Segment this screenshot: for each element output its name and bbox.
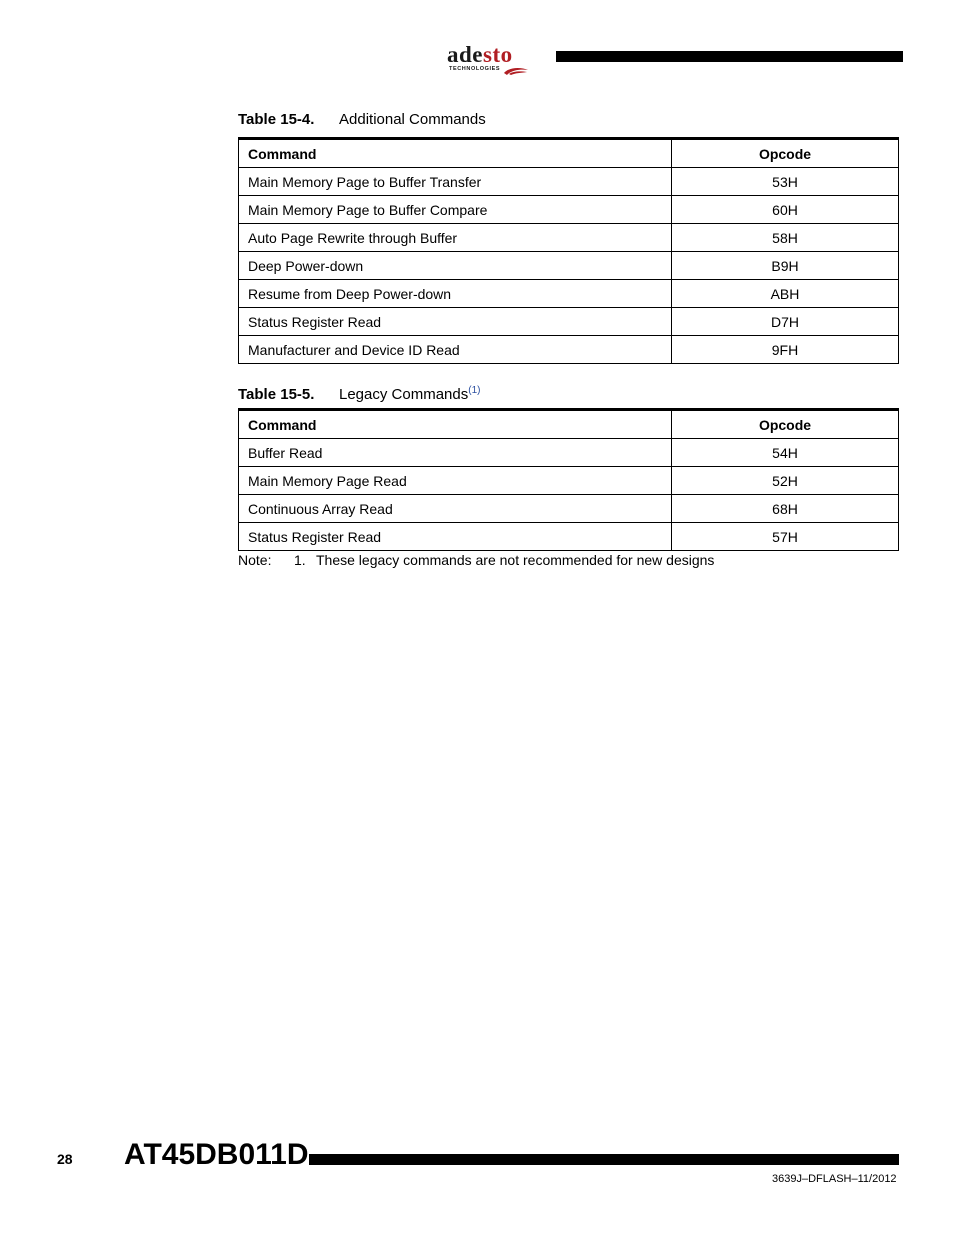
note-text: These legacy commands are not recommended for new designs — [316, 552, 715, 568]
table-header-row — [239, 139, 899, 168]
table-row — [239, 168, 899, 196]
command-cell: Status Register Read — [239, 308, 672, 336]
command-cell: Deep Power-down — [239, 252, 672, 280]
table1-title: Additional Commands — [339, 111, 486, 128]
opcode-cell: D7H — [672, 308, 899, 336]
table-row — [239, 224, 899, 252]
column-header-command: Command — [239, 139, 672, 168]
table-note — [238, 552, 714, 568]
document-title: AT45DB011D — [124, 1138, 309, 1171]
command-cell: Status Register Read — [239, 523, 672, 551]
table-row — [239, 439, 899, 467]
footer-rule — [309, 1154, 899, 1165]
logo-text-ade: ade — [447, 42, 483, 67]
command-cell: Buffer Read — [239, 439, 672, 467]
table2-number: Table 15-5. — [238, 386, 315, 403]
table-row — [239, 252, 899, 280]
table-row — [239, 280, 899, 308]
table2-caption — [238, 382, 480, 404]
table-header-row — [239, 410, 899, 439]
table-row — [239, 523, 899, 551]
opcode-cell: 52H — [672, 467, 899, 495]
command-cell: Continuous Array Read — [239, 495, 672, 523]
document-code: 3639J–DFLASH–11/2012 — [772, 1173, 897, 1185]
note-label: Note: — [238, 552, 272, 568]
opcode-cell: 68H — [672, 495, 899, 523]
opcode-cell: 54H — [672, 439, 899, 467]
header-rule — [556, 51, 903, 62]
logo-swoosh-icon — [503, 67, 529, 76]
table2-title: Legacy Commands — [339, 386, 469, 403]
command-cell: Manufacturer and Device ID Read — [239, 336, 672, 364]
column-header-opcode: Opcode — [672, 139, 899, 168]
table1-number: Table 15-4. — [238, 111, 315, 128]
opcode-cell: ABH — [672, 280, 899, 308]
note-index: 1. — [294, 552, 306, 568]
table-row — [239, 467, 899, 495]
logo-wordmark — [447, 42, 513, 68]
opcode-cell: 53H — [672, 168, 899, 196]
command-cell: Main Memory Page to Buffer Compare — [239, 196, 672, 224]
logo-subtitle: TECHNOLOGIES — [449, 66, 501, 72]
page-number: 28 — [57, 1151, 73, 1167]
adesto-logo — [447, 42, 531, 76]
opcode-cell: 9FH — [672, 336, 899, 364]
additional-commands-table — [238, 137, 899, 364]
table-row — [239, 196, 899, 224]
opcode-cell: 57H — [672, 523, 899, 551]
command-cell: Auto Page Rewrite through Buffer — [239, 224, 672, 252]
opcode-cell: 58H — [672, 224, 899, 252]
opcode-cell: 60H — [672, 196, 899, 224]
footnote-reference-link[interactable]: (1) — [468, 385, 481, 396]
logo-text-sto: sto — [483, 42, 513, 67]
command-cell: Main Memory Page Read — [239, 467, 672, 495]
table-row — [239, 495, 899, 523]
table1-caption — [238, 111, 486, 129]
command-cell: Main Memory Page to Buffer Transfer — [239, 168, 672, 196]
table-row — [239, 336, 899, 364]
column-header-command: Command — [239, 410, 672, 439]
legacy-commands-table — [238, 408, 899, 551]
column-header-opcode: Opcode — [672, 410, 899, 439]
opcode-cell: B9H — [672, 252, 899, 280]
command-cell: Resume from Deep Power-down — [239, 280, 672, 308]
table-row — [239, 308, 899, 336]
